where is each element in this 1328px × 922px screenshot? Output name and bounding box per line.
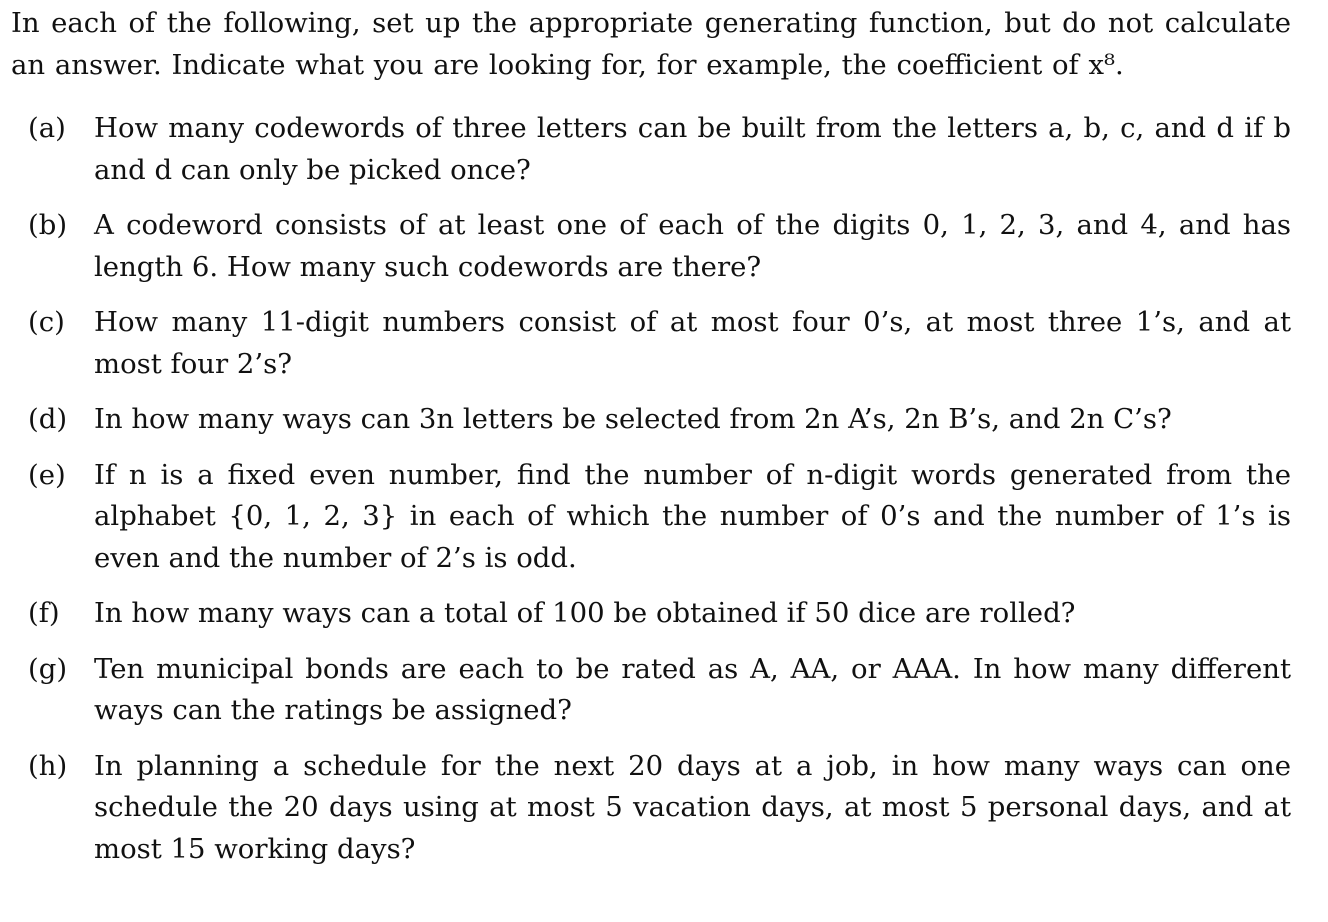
problem-text: How many codewords of three letters can be built from the letters a, b, c, and d if b and d can only be picked once? — [94, 112, 1291, 186]
problem-label: (g) — [28, 652, 68, 685]
problem-list — [11, 108, 1291, 870]
problem-e — [11, 455, 1291, 580]
problem-label: (e) — [28, 458, 66, 491]
problem-d — [11, 399, 1291, 441]
problem-label: (h) — [28, 749, 68, 782]
problem-label: (a) — [28, 112, 66, 144]
problem-label: (d) — [28, 403, 68, 435]
problem-text: In how many ways can 3n letters be selected from 2n A’s, 2n B’s, and 2n C’s? — [94, 403, 1172, 435]
problem-a — [11, 108, 1291, 191]
problem-text: If n is a fixed even number, find the number of n-digit words generated from the alphabet {0, 1, 2, 3} in each of which the number of 0’s and the number of 1’s is even and the number of 2’s is odd. — [94, 458, 1291, 574]
problem-text: A codeword consists of at least one of each of the digits 0, 1, 2, 3, and 4, and has length 6. How many such codewords are there? — [94, 209, 1291, 283]
intro-paragraph: In each of the following, set up the appropriate generating function, but do not calculate an answer. Indicate what you are looking for, for example, the coefficient of x⁸. — [11, 7, 1291, 81]
problem-h — [11, 746, 1291, 871]
problem-text: In planning a schedule for the next 20 days at a job, in how many ways can one schedule the 20 days using at most 5 vacation days, at most 5 personal days, and at most 15 working days? — [94, 749, 1291, 865]
problem-label: (b) — [28, 209, 68, 241]
problem-text: How many 11-digit numbers consist of at most four 0’s, at most three 1’s, and at most four 2’s? — [94, 306, 1291, 380]
problem-g — [11, 649, 1291, 732]
problem-c — [11, 302, 1291, 385]
problem-label: (c) — [28, 306, 65, 338]
problem-label: (f) — [28, 597, 60, 629]
document-page — [11, 0, 1291, 884]
problem-b — [11, 205, 1291, 288]
problem-text: In how many ways can a total of 100 be obtained if 50 dice are rolled? — [94, 597, 1076, 629]
problem-text: Ten municipal bonds are each to be rated as A, AA, or AAA. In how many different ways can the ratings be assigned? — [94, 652, 1291, 726]
problem-f — [11, 593, 1291, 635]
